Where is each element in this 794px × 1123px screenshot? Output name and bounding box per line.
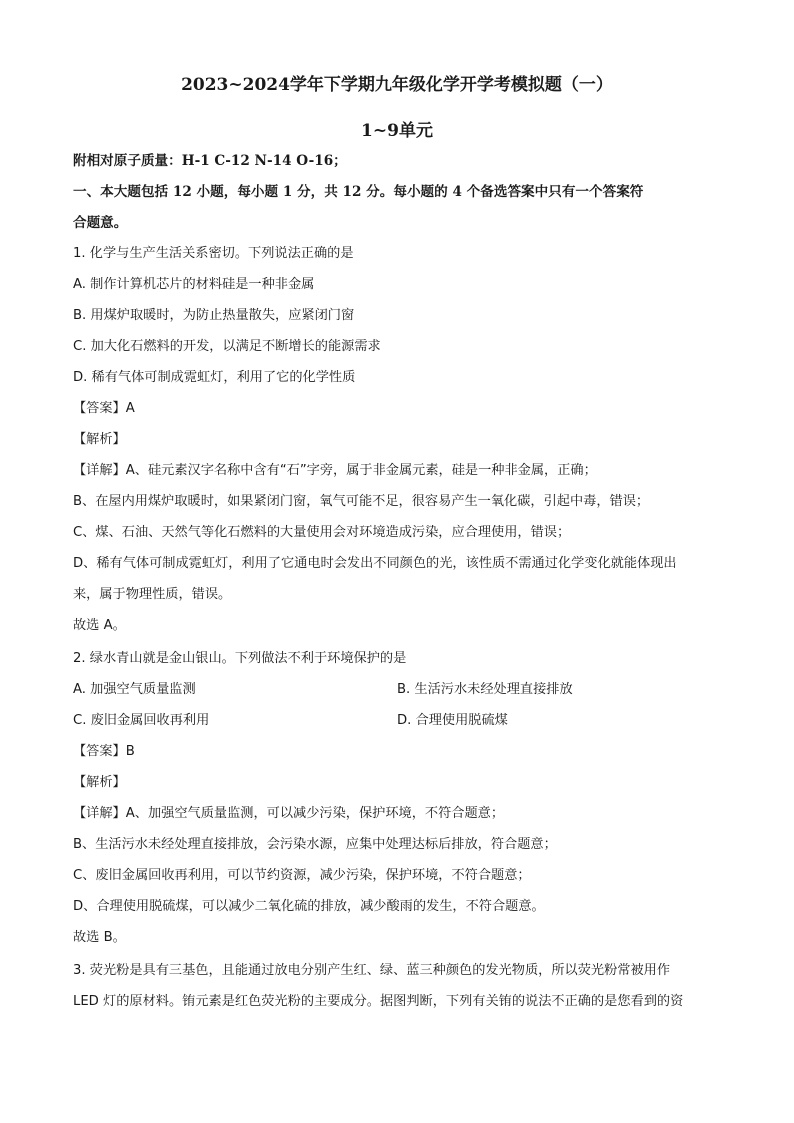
question-1-detail-line: D、稀有气体可制成霓虹灯，利用了它通电时会发出不同颜色的光，该性质不需通过化学变化就能体现出 xyxy=(73,556,677,571)
question-3-stem: 3. 荧光粉是具有三基色，且能通过放电分别产生红、绿、蓝三种颜色的发光物质，所以荧光粉常被用作 xyxy=(73,963,671,978)
page-title: 2023~2024学年下学期九年级化学开学考模拟题（一） xyxy=(181,75,613,95)
question-1-analysis-label: 【解析】 xyxy=(73,432,126,447)
question-1-detail-line: B、在屋内用煤炉取暖时，如果紧闭门窗，氧气可能不足，很容易产生一氧化碳，引起中毒，错误； xyxy=(73,494,650,509)
question-2-detail-line: B、生活污水未经处理直接排放，会污染水源，应集中处理达标后排放，符合题意； xyxy=(73,837,557,852)
question-1-answer: 【答案】A xyxy=(73,401,135,416)
question-1-option-c: C. 加大化石燃料的开发，以满足不断增长的能源需求 xyxy=(73,339,381,354)
question-2-analysis-label: 【解析】 xyxy=(73,775,126,790)
question-2-detail-line: 【详解】A、加强空气质量监测，可以减少污染，保护环境，不符合题意； xyxy=(73,806,505,821)
question-1-option-d: D. 稀有气体可制成霓虹灯，利用了它的化学性质 xyxy=(73,370,356,385)
question-1-option-b: B. 用煤炉取暖时，为防止热量散失，应紧闭门窗 xyxy=(73,308,355,323)
question-3-stem-cont: LED 灯的原材料。铕元素是红色荧光粉的主要成分。据图判断，下列有关铕的说法不正确的是您看到的资 xyxy=(73,994,684,1009)
question-2-detail-line: C、废旧金属回收再利用，可以节约资源，减少污染，保护环境，不符合题意； xyxy=(73,868,531,883)
question-1-conclusion: 故选 A。 xyxy=(73,618,126,633)
question-2-option-d: D. 合理使用脱硫煤 xyxy=(397,713,508,728)
question-2-option-b: B. 生活污水未经处理直接排放 xyxy=(397,682,573,697)
question-2-detail-line: D、合理使用脱硫煤，可以减少二氧化硫的排放，减少酸雨的发生，不符合题意。 xyxy=(73,899,545,914)
atomic-mass-note: 附相对原子质量：H-1 C-12 N-14 O-16； xyxy=(73,153,347,169)
question-2-conclusion: 故选 B。 xyxy=(73,930,126,945)
question-2-options-row-2 xyxy=(73,710,733,732)
question-1-stem: 1. 化学与生产生活关系密切。下列说法正确的是 xyxy=(73,246,354,261)
question-2-option-c: C. 废旧金属回收再利用 xyxy=(73,713,210,728)
question-2-stem: 2. 绿水青山就是金山银山。下列做法不利于环境保护的是 xyxy=(73,651,407,666)
page-subtitle: 1~9单元 xyxy=(361,121,433,141)
question-1-detail-line: C、煤、石油、天然气等化石燃料的大量使用会对环境造成污染，应合理使用，错误； xyxy=(73,525,571,540)
question-1-detail-line: 来，属于物理性质，错误。 xyxy=(73,587,232,602)
question-2-answer: 【答案】B xyxy=(73,744,135,759)
question-2-option-a: A. 加强空气质量监测 xyxy=(73,682,196,697)
section-instructions: 一、本大题包括 12 小题，每小题 1 分，共 12 分。每小题的 4 个备选答案中只有一个答案符 xyxy=(73,184,644,200)
question-2-options-row-1 xyxy=(73,679,733,701)
question-1-detail-line: 【详解】A、硅元素汉字名称中含有“石”字旁，属于非金属元素，硅是一种非金属，正确； xyxy=(73,463,597,478)
question-1-option-a: A. 制作计算机芯片的材料硅是一种非金属 xyxy=(73,277,315,292)
section-instructions-cont: 合题意。 xyxy=(73,215,128,231)
